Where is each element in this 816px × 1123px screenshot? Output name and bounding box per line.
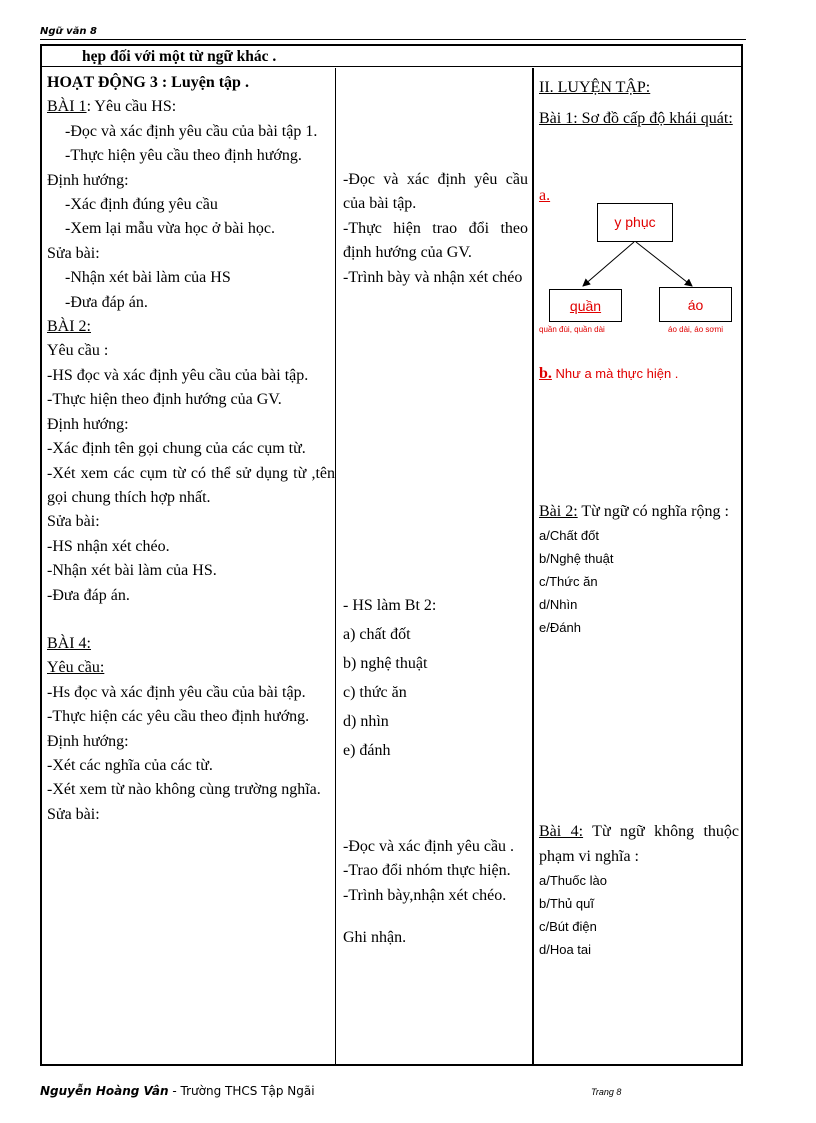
arrow-right xyxy=(636,242,692,286)
header-rule xyxy=(40,39,746,40)
student-b1-line: -Đọc và xác định yêu cầu của bài tập. xyxy=(343,171,528,213)
bai4-item: b/Thủ quĩ xyxy=(539,896,594,911)
student-bai2 xyxy=(343,591,528,765)
part-b-text: Như a mà thực hiện . xyxy=(551,366,679,381)
bai4-heading xyxy=(539,819,739,869)
bai2-label: BÀI 2: xyxy=(47,318,91,336)
student-ghi-nhan: Ghi nhận. xyxy=(343,929,407,947)
section-title: II. LUYỆN TẬP: xyxy=(539,79,651,96)
bai1-intro: : Yêu cầu HS: xyxy=(86,98,177,116)
bai1-label: BÀI 1 xyxy=(47,98,87,116)
student-b2-title: - HS làm Bt 2: xyxy=(343,597,437,614)
diagram-left xyxy=(549,289,622,322)
part-b-label: b. xyxy=(539,365,552,382)
bai2-item: b/Nghệ thuật xyxy=(539,551,614,566)
footer xyxy=(40,1084,315,1098)
content-column xyxy=(539,71,739,1064)
dinh-huong-label: Định hướng: xyxy=(47,171,129,189)
diagram-right-note: áo dài, áo sơmi xyxy=(668,325,724,334)
bai1-heading xyxy=(47,95,335,119)
bai4-text: Từ ngữ không thuộc phạm vi nghĩa : xyxy=(539,823,739,865)
bai4-item: d/Hoa tai xyxy=(539,942,592,957)
diagram-left-note: quần đùi, quần dài xyxy=(539,325,605,334)
footer-author: Nguyễn Hoàng Vân xyxy=(40,1084,169,1098)
header-subject: Ngữ văn 8 xyxy=(40,26,97,37)
bai4-item: c/Bút điện xyxy=(539,919,597,934)
bai2-dh: -Xét xem các cụm từ có thể sử dụng từ ,tên gọi chung thích hợp nhất. xyxy=(47,464,335,506)
bai4-label: BÀI 4: xyxy=(47,634,91,652)
spacer xyxy=(47,608,335,632)
student-b2-item: c) thức ăn xyxy=(343,684,407,701)
bai4-label: Bài 4: xyxy=(539,823,584,840)
yeu-cau-label-2: Yêu cầu: xyxy=(47,659,105,677)
bai4-yc: -Hs đọc và xác định yêu cầu của bài tập. xyxy=(47,683,306,701)
yeu-cau-label: Yêu cầu : xyxy=(47,342,109,360)
bai2-label: Bài 2: xyxy=(539,503,578,520)
diagram-left-label: quần xyxy=(569,298,602,314)
bai2-sua: -Nhận xét bài làm của HS. xyxy=(47,562,217,580)
student-bai1 xyxy=(343,168,528,290)
bai1-title: Bài 1: Sơ đồ cấp độ khái quát: xyxy=(539,110,733,127)
student-b2-item: d) nhìn xyxy=(343,713,389,730)
diagram-right: áo xyxy=(659,287,732,322)
bai4-yc: -Thực hiện các yêu cầu theo định hướng. xyxy=(47,708,310,726)
bai2-text: Từ ngữ có nghĩa rộng : xyxy=(577,503,729,520)
bai2-yc: -Thực hiện theo định hướng của GV. xyxy=(47,391,282,409)
student-b2-item: e) đánh xyxy=(343,742,391,759)
student-b2-item: b) nghệ thuật xyxy=(343,655,428,672)
bai2-item: a/Chất đốt xyxy=(539,528,599,543)
column-divider-2 xyxy=(532,68,534,1064)
bai1-sua: -Đưa đáp án. xyxy=(65,293,148,311)
sua-bai-label: Sửa bài: xyxy=(47,244,100,262)
diagram-root: y phục xyxy=(597,203,673,242)
student-b1-line: -Trình bày và nhận xét chéo xyxy=(343,268,523,286)
student-b2-item: a) chất đốt xyxy=(343,626,411,643)
arrow-left xyxy=(583,242,634,286)
page-number: Trang 8 xyxy=(591,1087,622,1097)
bai1-line: -Thực hiện yêu cầu theo định hướng. xyxy=(65,147,302,165)
spacer xyxy=(343,908,528,926)
column-divider-1 xyxy=(335,68,336,1064)
sua-bai-label-2: Sửa bài: xyxy=(47,805,100,823)
footer-school: - Trường THCS Tập Ngãi xyxy=(168,1084,315,1098)
student-bai4 xyxy=(343,835,528,951)
teacher-column xyxy=(47,71,335,1064)
bai2-yc: -HS đọc và xác định yêu cầu của bài tập. xyxy=(47,366,309,384)
bai2-item: c/Thức ăn xyxy=(539,574,598,589)
student-column xyxy=(343,71,528,1064)
bai1-sua: -Nhận xét bài làm của HS xyxy=(65,269,231,287)
top-row-text: hẹp đối với một từ ngữ khác . xyxy=(82,48,277,65)
bai1-dh: -Xem lại mẫu vừa học ở bài học. xyxy=(65,220,275,238)
dinh-huong-label: Định hướng: xyxy=(47,732,129,750)
content-bai4 xyxy=(539,819,739,961)
bai1-line: -Đọc và xác định yêu cầu của bài tập 1. xyxy=(65,122,318,140)
student-b4-line: -Trình bày,nhận xét chéo. xyxy=(343,886,507,904)
bai2-heading xyxy=(539,499,739,524)
bai2-item: e/Đánh xyxy=(539,620,581,635)
bai2-dh: -Xác định tên gọi chung của các cụm từ. xyxy=(47,440,306,458)
lesson-table xyxy=(40,44,743,1066)
bai2-sua: -Đưa đáp án. xyxy=(47,586,130,604)
bai4-dh: -Xét xem từ nào không cùng trường nghĩa. xyxy=(47,781,321,799)
student-b4-line: -Đọc và xác định yêu cầu . xyxy=(343,838,515,855)
sua-bai-label: Sửa bài: xyxy=(47,513,100,531)
part-a-label: a. xyxy=(539,187,551,204)
bai1-dh: -Xác định đúng yêu cầu xyxy=(65,196,218,214)
top-row xyxy=(42,46,741,67)
student-b4-line: -Trao đổi nhóm thực hiện. xyxy=(343,862,511,880)
bai2-item: d/Nhìn xyxy=(539,597,578,612)
bai4-item: a/Thuốc lào xyxy=(539,873,607,888)
student-b1-line: -Thực hiện trao đổi theo định hướng của GV. xyxy=(343,219,528,262)
bai2-sua: -HS nhận xét chéo. xyxy=(47,537,170,555)
activity-title: HOẠT ĐỘNG 3 : Luyện tập . xyxy=(47,74,249,91)
bai4-dh: -Xét các nghĩa của các từ. xyxy=(47,756,213,774)
content-bai2 xyxy=(539,499,739,639)
part-b xyxy=(539,365,739,383)
dinh-huong-label: Định hướng: xyxy=(47,415,129,433)
